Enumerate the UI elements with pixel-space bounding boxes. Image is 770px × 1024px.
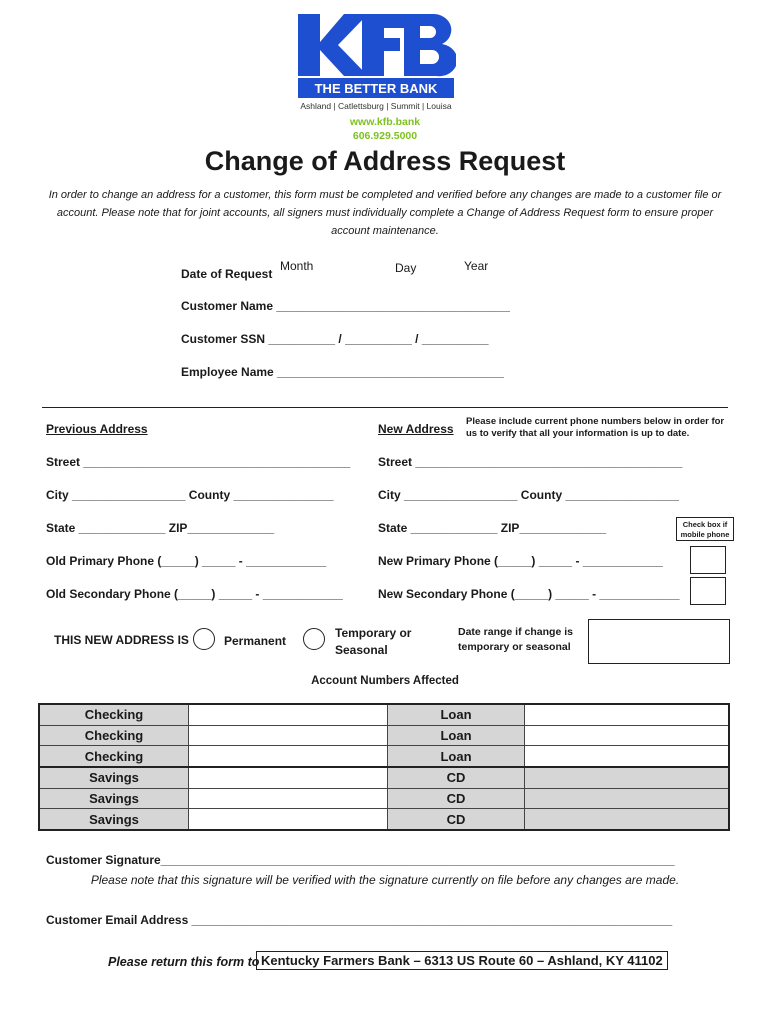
mobile-checkbox-primary[interactable]	[690, 546, 726, 574]
account-number-input[interactable]	[189, 767, 388, 788]
account-type-cell: CD	[388, 788, 525, 809]
return-address: Kentucky Farmers Bank – 6313 US Route 60 – Ashland, KY 41102	[256, 951, 668, 970]
previous-city-field[interactable]: City _________________ County _______________	[46, 488, 334, 502]
mobile-checkbox-secondary[interactable]	[690, 577, 726, 605]
new-address-note: Please include current phone numbers below in order for us to verify that all your information is up to date.	[466, 416, 725, 439]
accounts-table	[38, 703, 730, 831]
customer-name-field[interactable]: Customer Name ___________________________________	[181, 299, 510, 313]
customer-signature-field[interactable]: Customer Signature_____________________________________________________________________________	[46, 853, 675, 867]
account-type-cell: Savings	[39, 788, 189, 809]
account-type-cell: Loan	[388, 725, 525, 746]
account-type-cell: CD	[388, 809, 525, 830]
account-number-input[interactable]	[525, 746, 730, 767]
logo-locations: Ashland | Catlettsburg | Summit | Louisa	[300, 101, 452, 111]
account-type-cell: Checking	[39, 725, 189, 746]
new-address-heading: New Address	[378, 422, 454, 436]
return-label: Please return this form to	[108, 955, 260, 969]
table-row	[39, 746, 729, 767]
account-number-input[interactable]	[525, 809, 730, 830]
table-row	[39, 725, 729, 746]
year-label: Year	[464, 259, 489, 273]
month-label: Month	[280, 259, 314, 273]
account-number-input[interactable]	[189, 788, 388, 809]
customer-email-field[interactable]: Customer Email Address ________________________________________________________________________	[46, 913, 673, 927]
old-secondary-phone-field[interactable]: Old Secondary Phone (_____) _____ - ____________	[46, 587, 343, 601]
page-title: Change of Address Request	[204, 146, 566, 176]
account-type-cell: Loan	[388, 746, 525, 767]
new-secondary-phone-field[interactable]: New Secondary Phone (_____) _____ - ____________	[378, 587, 680, 601]
accounts-heading: Account Numbers Affected	[311, 675, 459, 687]
new-street-field[interactable]: Street ________________________________________	[378, 455, 683, 469]
account-number-input[interactable]	[189, 809, 388, 830]
new-primary-phone-field[interactable]: New Primary Phone (_____) _____ - ____________	[378, 554, 663, 568]
mobile-check-label: Check box if mobile phone	[676, 517, 734, 541]
temporary-label: Temporary or Seasonal	[335, 626, 412, 657]
temporary-radio[interactable]	[303, 628, 325, 650]
new-state-field[interactable]: State _____________ ZIP_____________	[378, 521, 607, 535]
account-type-cell: Checking	[39, 704, 189, 725]
customer-ssn-field[interactable]: Customer SSN __________ / __________ / __________	[181, 332, 489, 346]
address-type-label: THIS NEW ADDRESS IS	[54, 633, 189, 647]
table-row	[39, 788, 729, 809]
account-number-input[interactable]	[525, 767, 730, 788]
old-primary-phone-field[interactable]: Old Primary Phone (_____) _____ - ____________	[46, 554, 327, 568]
new-city-field[interactable]: City _________________ County _________________	[378, 488, 679, 502]
table-row	[39, 809, 729, 830]
account-number-input[interactable]	[525, 725, 730, 746]
account-type-cell: Savings	[39, 809, 189, 830]
intro-text: In order to change an address for a customer, this form must be completed and verified before any changes are made to a customer file or account. Please note that for joint accounts, all signers must individually complete a Change of Address Request form to ensure proper account maintenance.	[48, 189, 722, 237]
previous-state-field[interactable]: State _____________ ZIP_____________	[46, 521, 275, 535]
account-number-input[interactable]	[525, 704, 730, 725]
kfb-logo	[296, 12, 456, 112]
logo-tagline: THE BETTER BANK	[314, 81, 438, 96]
section-divider	[42, 407, 728, 408]
day-label: Day	[395, 261, 417, 275]
phone-number: 606.929.5000	[352, 130, 418, 142]
permanent-label: Permanent	[224, 634, 287, 648]
account-type-cell: CD	[388, 767, 525, 788]
table-row	[39, 767, 729, 788]
account-type-cell: Checking	[39, 746, 189, 767]
account-type-cell: Savings	[39, 767, 189, 788]
employee-name-field[interactable]: Employee Name __________________________________	[181, 365, 504, 379]
date-range-label: Date range if change is temporary or seasonal	[458, 626, 573, 653]
signature-note: Please note that this signature will be verified with the signature currently on file before any changes are made.	[90, 873, 680, 887]
date-of-request-label: Date of Request	[181, 267, 273, 281]
account-number-input[interactable]	[189, 704, 388, 725]
account-number-input[interactable]	[525, 788, 730, 809]
previous-street-field[interactable]: Street ________________________________________	[46, 455, 351, 469]
previous-address-heading: Previous Address	[46, 422, 148, 436]
website: www.kfb.bank	[349, 116, 421, 128]
table-row	[39, 704, 729, 725]
permanent-radio[interactable]	[193, 628, 215, 650]
date-range-input[interactable]	[588, 619, 730, 664]
account-type-cell: Loan	[388, 704, 525, 725]
account-number-input[interactable]	[189, 725, 388, 746]
account-number-input[interactable]	[189, 746, 388, 767]
